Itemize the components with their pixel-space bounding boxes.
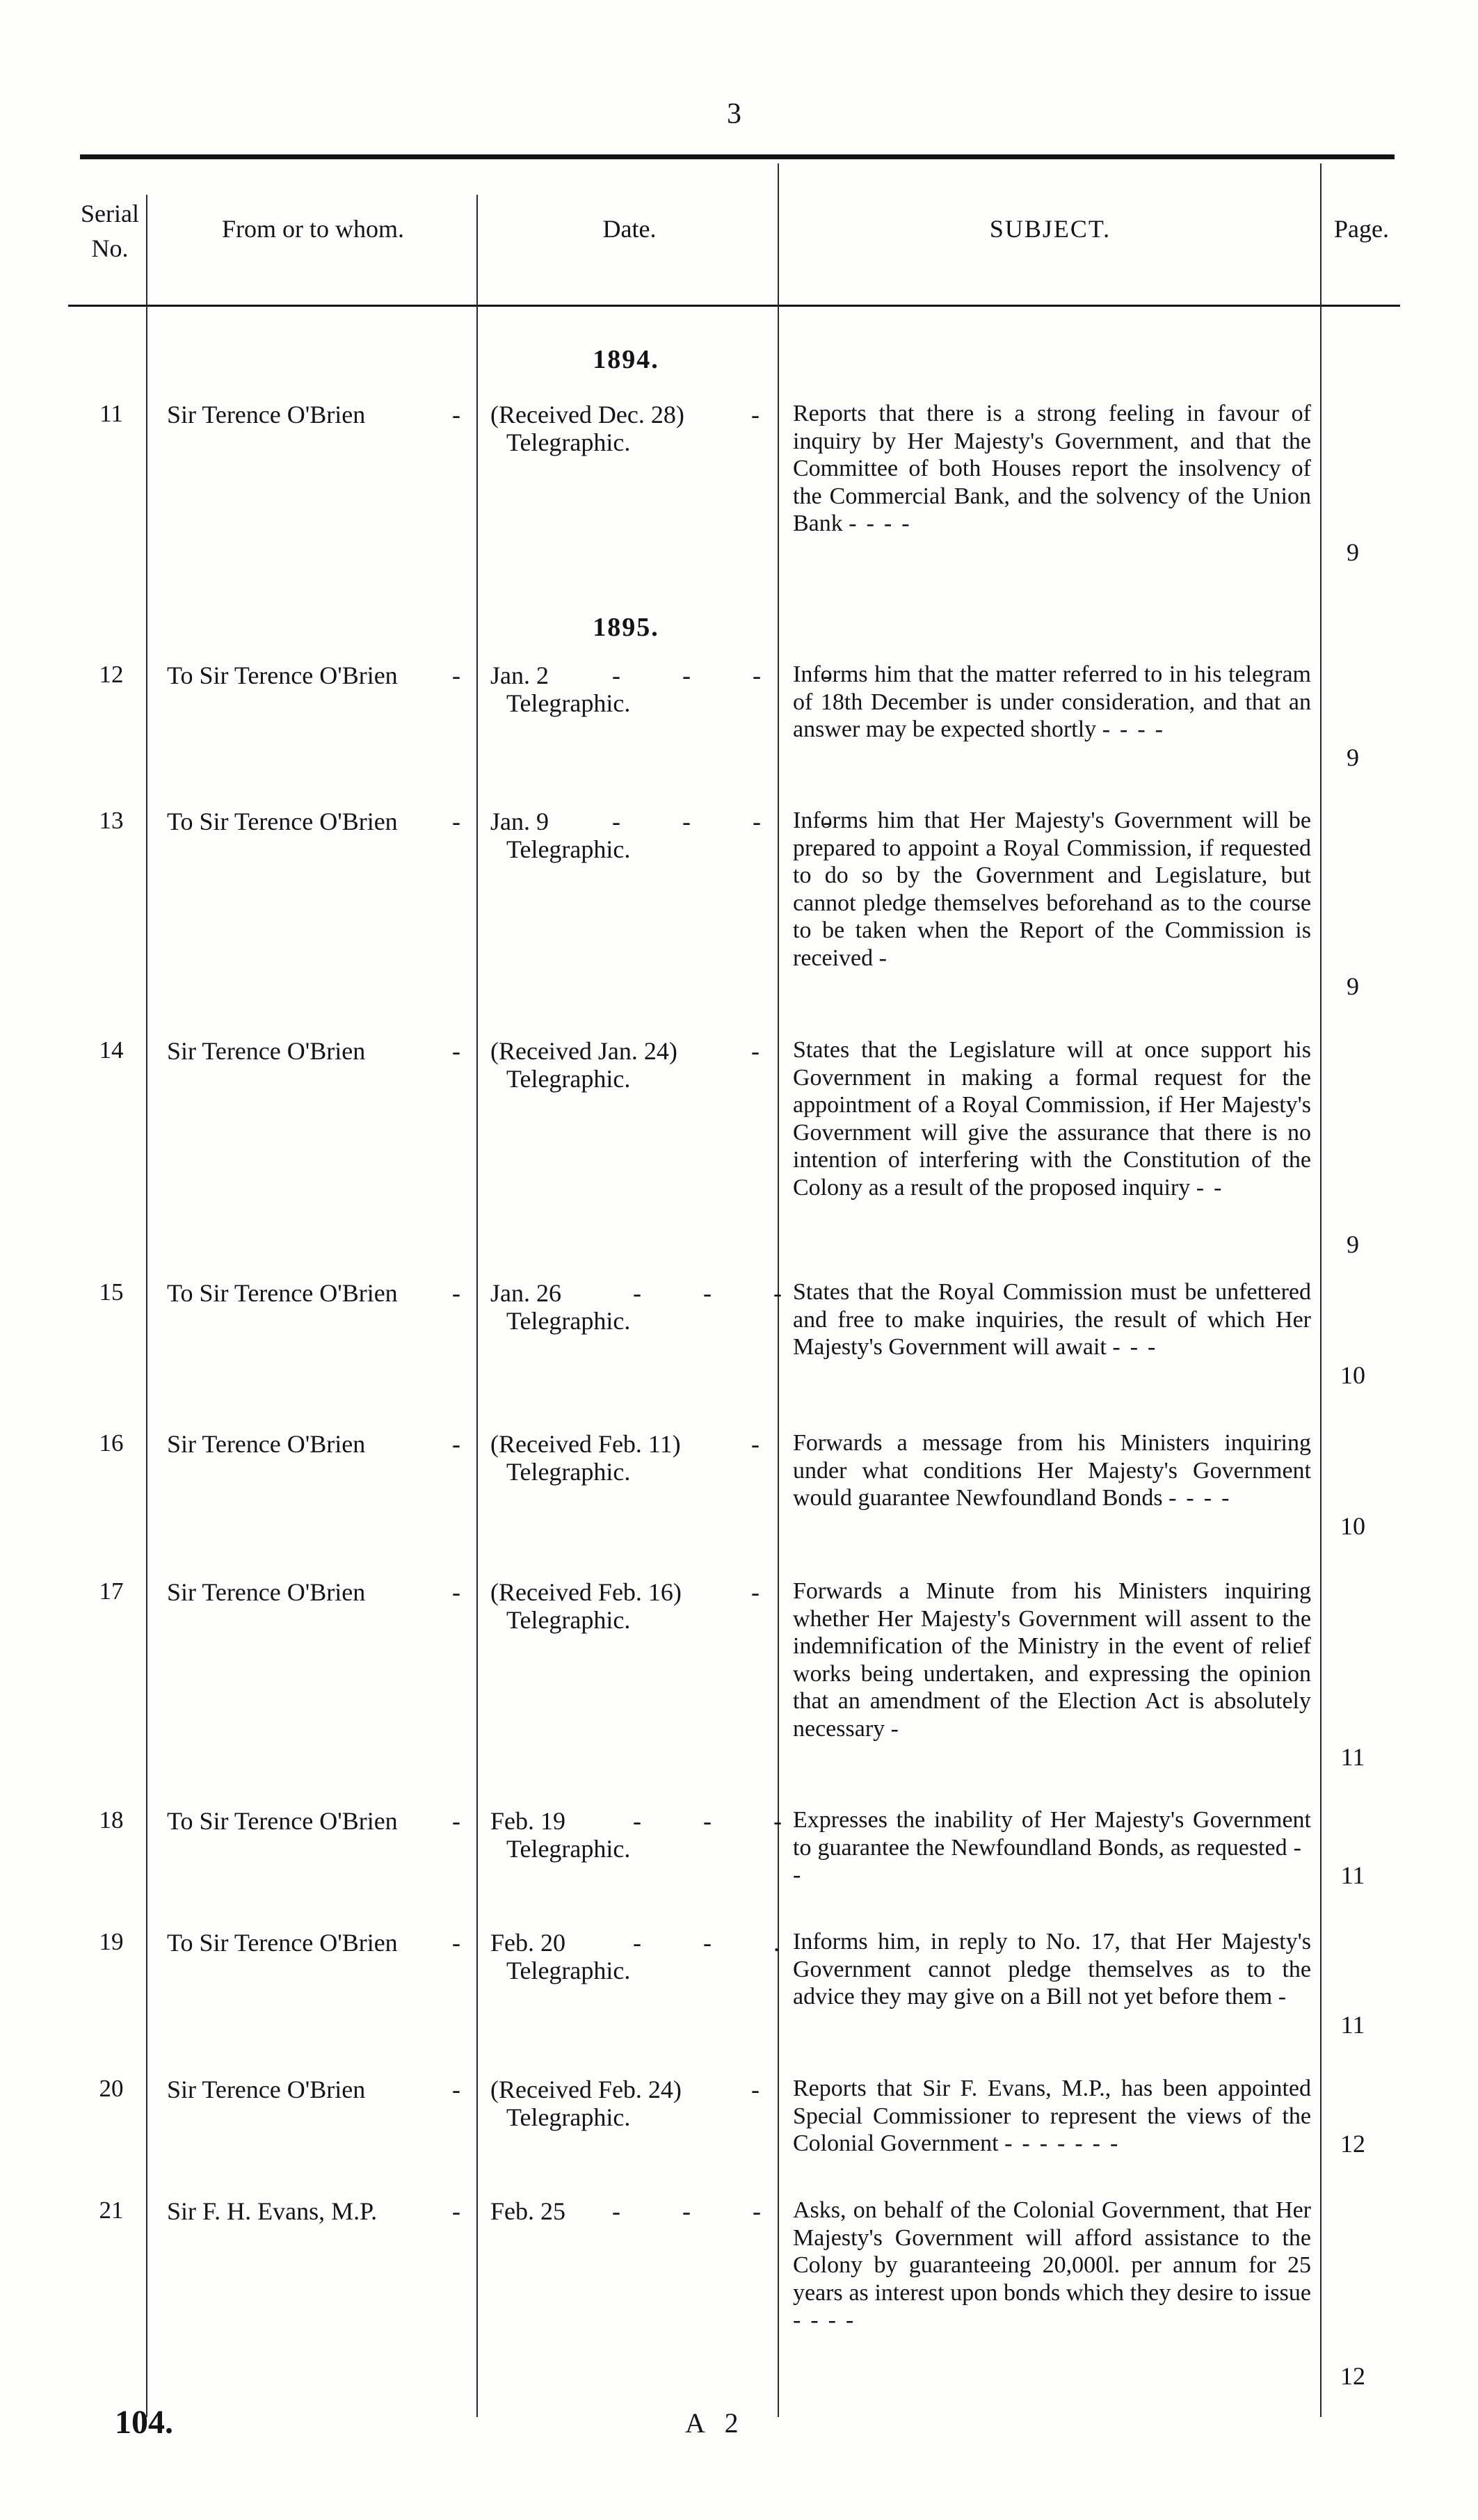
leader-dash: -	[452, 1037, 460, 1065]
correspondent: To Sir Terence O'Brien	[167, 1807, 398, 1835]
page-reference: 9	[1347, 972, 1359, 1000]
correspondent: Sir F. H. Evans, M.P.	[167, 2197, 378, 2225]
page-reference: 9	[1347, 538, 1359, 566]
page-reference: 11	[1340, 1743, 1365, 1771]
column-divider-from	[476, 195, 478, 2417]
subject-text: Asks, on behalf of the Colonial Government, that Her Majesty's Government will afford assistance to the Colony by guaranteeing 20,000l. per annum for 25 years as interest upon bonds which they desire to issue ----	[793, 2197, 1311, 2333]
correspondent: Sir Terence O'Brien	[167, 1430, 366, 1458]
serial-number: 21	[99, 2197, 124, 2224]
date: Jan. 2	[490, 661, 549, 689]
serial-number: 11	[99, 400, 123, 427]
date-note: Telegraphic.	[506, 1835, 631, 1863]
serial-number: 16	[99, 1429, 124, 1456]
correspondent: Sir Terence O'Brien	[167, 1578, 366, 1606]
leader-dash: -	[452, 1430, 460, 1458]
column-divider-serial	[146, 195, 147, 2417]
date-note: Telegraphic.	[506, 2103, 631, 2131]
date-note: Telegraphic.	[506, 1957, 631, 1984]
leader-dash: -	[751, 401, 760, 428]
year-heading-1894: 1894.	[593, 345, 659, 374]
correspondent: To Sir Terence O'Brien	[167, 661, 398, 689]
header-date: Date.	[602, 215, 657, 243]
leader-dash: -	[751, 1578, 760, 1606]
leader-dash: - - - -	[612, 808, 859, 835]
correspondent: Sir Terence O'Brien	[167, 2076, 366, 2103]
serial-number: 18	[99, 1806, 124, 1833]
leader-dash: -	[452, 401, 460, 428]
leader-dash: -	[452, 1279, 460, 1307]
subject-text: Reports that there is a strong feeling in favour of inquiry by Her Majesty's Government, and that the Committee of both Houses report the insolvency of the Commercial Bank, and the solvency of the Union Bank ----	[793, 401, 1311, 536]
page-reference: 12	[1340, 2130, 1365, 2158]
serial-number: 20	[99, 2075, 124, 2102]
leader-dash: -	[751, 2076, 760, 2103]
subject-text: Forwards a Minute from his Ministers inquiring whether Her Majesty's Government will assent to the indemnification of the Ministry in the event of relief works being undertaken, and expressing the opinion that an amendment of the Election Act is absolutely necessary -	[793, 1578, 1311, 1742]
leader-dash: -	[452, 1929, 460, 1957]
leader-dash: -	[452, 1578, 460, 1606]
date-note: Telegraphic.	[506, 835, 631, 863]
leader-dash: -	[452, 661, 460, 689]
footer-print-number: 104.	[115, 2404, 173, 2441]
leader-dash: -	[452, 1807, 460, 1835]
subject-text: Forwards a message from his Ministers inquiring under what conditions Her Majesty's Government would guarantee Newfoundland Bonds ----	[793, 1430, 1311, 1511]
date: Feb. 25	[490, 2197, 565, 2225]
page-reference: 11	[1340, 2011, 1365, 2039]
correspondent: To Sir Terence O'Brien	[167, 1929, 398, 1957]
leader-dash: -	[452, 2197, 460, 2225]
date: Feb. 19	[490, 1807, 565, 1835]
date-note: Telegraphic.	[506, 1458, 631, 1486]
correspondent: To Sir Terence O'Brien	[167, 1279, 398, 1307]
leader-dash: -	[751, 1037, 760, 1065]
date: Feb. 20	[490, 1929, 565, 1957]
leader-dash: - - -	[633, 1279, 810, 1307]
subject-text: Expresses the inability of Her Majesty's Government to guarantee the Newfoundland Bonds, as requested --	[793, 1807, 1311, 1888]
date: (Received Feb. 16)	[490, 1578, 682, 1606]
subject-text: Informs him that Her Majesty's Government will be prepared to appoint a Royal Commission, if requested to do so by the Government and Legislature, but cannot pledge themselves beforehand as to the course to be taken when the Report of the Commission is received -	[793, 808, 1311, 971]
serial-number: 17	[99, 1578, 124, 1605]
leader-dash: - - -	[633, 1807, 810, 1835]
date: (Received Feb. 24)	[490, 2076, 682, 2103]
year-heading-1895: 1895.	[593, 613, 659, 642]
leader-dash: -	[452, 808, 460, 835]
serial-number: 15	[99, 1278, 124, 1306]
header-rule	[68, 305, 1400, 307]
correspondent: Sir Terence O'Brien	[167, 1037, 366, 1065]
date: (Received Dec. 28)	[490, 401, 684, 428]
serial-number: 19	[99, 1928, 124, 1955]
subject-text: States that the Legislature will at once support his Government in making a formal request for the appointment of a Royal Commission, if Her Majesty's Government will give the assurance that there is no intention of interfering with the Constitution of the Colony as a result of the proposed inquiry --	[793, 1037, 1311, 1201]
leader-dash: -	[751, 1430, 760, 1458]
date: (Received Feb. 11)	[490, 1430, 681, 1458]
serial-number: 13	[99, 807, 124, 834]
leader-dash: - - -	[612, 2197, 789, 2225]
column-divider-subject	[1320, 163, 1322, 2417]
correspondent: To Sir Terence O'Brien	[167, 808, 398, 835]
page-reference: 10	[1340, 1361, 1365, 1389]
footer-signature-mark: A 2	[685, 2407, 746, 2439]
subject-text: Reports that Sir F. Evans, M.P., has been appointed Special Commissioner to represent the views of the Colonial Government -------	[793, 2076, 1311, 2156]
page-reference: 9	[1347, 744, 1359, 771]
correspondent: Sir Terence O'Brien	[167, 401, 366, 428]
header-page: Page.	[1334, 215, 1389, 243]
leader-dash: -	[452, 2076, 460, 2103]
page-reference: 9	[1347, 1230, 1359, 1258]
leader-dash: - - .	[633, 1929, 808, 1957]
header-subject: SUBJECT.	[989, 215, 1111, 243]
date-note: Telegraphic.	[506, 1307, 631, 1335]
subject-text: States that the Royal Commission must be unfettered and free to make inquiries, the result of which Her Majesty's Government will await ---	[793, 1279, 1311, 1360]
serial-number: 14	[99, 1036, 124, 1064]
date: Jan. 26	[490, 1279, 561, 1307]
date: (Received Jan. 24)	[490, 1037, 677, 1065]
date-note: Telegraphic.	[506, 689, 631, 717]
leader-dash: - - - -	[612, 661, 859, 689]
page-reference: 10	[1340, 1512, 1365, 1540]
page-number: 3	[727, 98, 741, 130]
header-from: From or to whom.	[221, 215, 404, 243]
page-reference: 11	[1340, 1861, 1365, 1889]
top-rule	[80, 154, 1395, 159]
header-serial: Serial No.	[81, 200, 139, 262]
date: Jan. 9	[490, 808, 549, 835]
subject-text: Informs him, in reply to No. 17, that Her Majesty's Government cannot pledge themselves as to the advice they may give on a Bill not yet before them -	[793, 1929, 1311, 2009]
subject-text: Informs him that the matter referred to in his telegram of 18th December is under consideration, and that an answer may be expected shortly ----	[793, 661, 1311, 742]
serial-number: 12	[99, 661, 124, 688]
date-note: Telegraphic.	[506, 1606, 631, 1634]
page-reference: 12	[1340, 2362, 1365, 2390]
date-note: Telegraphic.	[506, 428, 631, 456]
date-note: Telegraphic.	[506, 1065, 631, 1093]
